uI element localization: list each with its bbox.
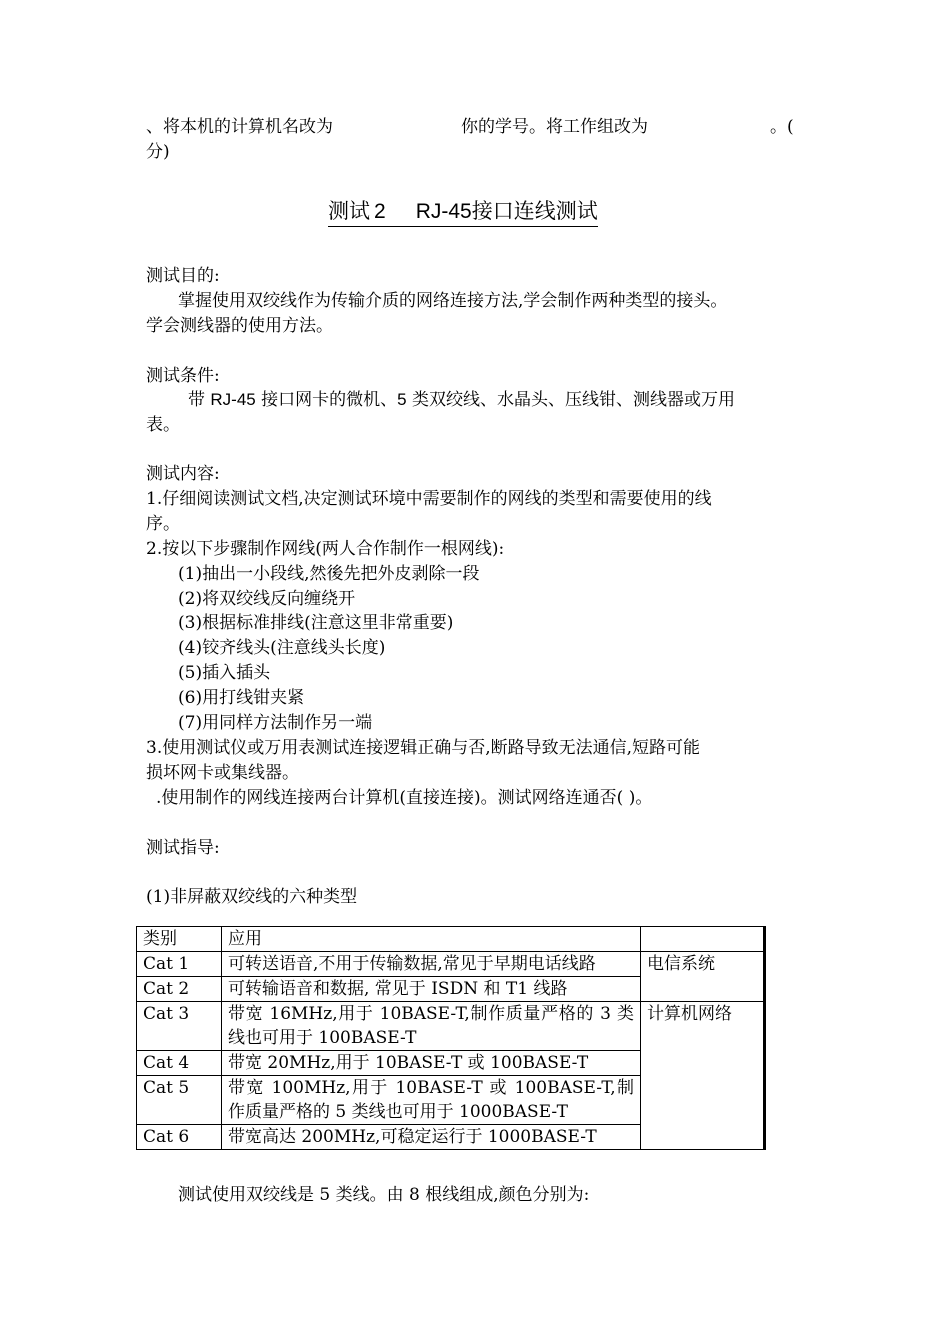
purpose-line-2: 学会测线器的使用方法。	[146, 316, 333, 336]
table-cell-application: 带宽 100MHz,用于 10BASE-T 或 100BASE-T,制作质量严格的 5 类线也可用于 1000BASE-T	[222, 1076, 641, 1125]
table-cell-category: Cat 5	[137, 1076, 222, 1125]
top-line-part1: 、将本机的计算机名改为	[146, 117, 333, 137]
table-cell-category: Cat 3	[137, 1002, 222, 1051]
table-header-row	[137, 927, 765, 952]
content-item3-line2: 损坏网卡或集线器。	[146, 763, 299, 783]
table-header-cell: 类别	[137, 927, 222, 952]
conditions-text-c: 接口网卡的微机、	[261, 390, 398, 410]
top-line-2: 分)	[146, 142, 170, 162]
content-item1-line1: 1.仔细阅读测试文档,决定测试环境中需要制作的网线的类型和需要使用的线	[146, 489, 712, 509]
table-cell-application: 可转送语音,不用于传输数据,常见于早期电话线路	[222, 952, 641, 977]
table-cell-group: 电信系统	[641, 952, 765, 1002]
section-title	[328, 197, 598, 227]
table-cell-category: Cat 4	[137, 1051, 222, 1076]
title-prefix: 测试	[328, 199, 370, 223]
table-header-cell	[641, 927, 765, 952]
content-heading: 测试内容:	[146, 464, 220, 484]
title-number: 2	[374, 200, 386, 223]
title-code: RJ-45	[415, 200, 472, 223]
conditions-text-a: 带	[188, 390, 205, 410]
table-cell-application: 带宽高达 200MHz,可稳定运行于 1000BASE-T	[222, 1125, 641, 1150]
table-row	[137, 952, 765, 977]
table-cell-application: 可转输语音和数据, 常见于 ISDN 和 T1 线路	[222, 977, 641, 1002]
step-item: (2)将双绞线反向缠绕开	[178, 589, 356, 609]
step-item: (1)抽出一小段线,然後先把外皮剥除一段	[178, 564, 480, 584]
step-item: (7)用同样方法制作另一端	[178, 713, 373, 733]
step-item: (5)插入插头	[178, 663, 271, 683]
step-item: (4)铰齐线头(注意线头长度)	[178, 638, 386, 658]
content-item2: 2.按以下步骤制作网线(两人合作制作一根网线):	[146, 539, 505, 559]
top-line-part2: 你的学号。将工作组改为	[461, 117, 648, 137]
cable-category-table	[136, 926, 766, 1150]
purpose-heading: 测试目的:	[146, 266, 220, 286]
step-item: (6)用打线钳夹紧	[178, 688, 305, 708]
table-row	[137, 1002, 765, 1051]
table-cell-category: Cat 1	[137, 952, 222, 977]
table-cell-category: Cat 2	[137, 977, 222, 1002]
conditions-heading: 测试条件:	[146, 366, 220, 386]
table-header-cell: 应用	[222, 927, 641, 952]
table-cell-group: 计算机网络	[641, 1002, 765, 1150]
conditions-text-d: 5	[397, 390, 407, 409]
content-item1-line2: 序。	[146, 514, 180, 534]
conditions-text-e: 类双绞线、水晶头、压线钳、测线器或万用	[412, 390, 736, 410]
table-cell-application: 带宽 16MHz,用于 10BASE-T,制作质量严格的 3 类线也可用于 100BASE-T	[222, 1002, 641, 1051]
conditions-line-1	[188, 389, 735, 411]
guide-heading: 测试指导:	[146, 838, 220, 858]
conditions-line-2: 表。	[146, 415, 180, 435]
table-cell-category: Cat 6	[137, 1125, 222, 1150]
content-item4: .使用制作的网线连接两台计算机(直接连接)。测试网络连通否( )。	[156, 788, 653, 808]
title-name: 接口连线测试	[471, 199, 598, 223]
step-item: (3)根据标准排线(注意这里非常重要)	[178, 613, 454, 633]
top-line-part3: 。(	[770, 117, 794, 137]
table-cell-application: 带宽 20MHz,用于 10BASE-T 或 100BASE-T	[222, 1051, 641, 1076]
guide-subheading: (1)非屏蔽双绞线的六种类型	[146, 887, 358, 907]
purpose-line-1: 掌握使用双绞线作为传输介质的网络连接方法,学会制作两种类型的接头。	[178, 291, 728, 311]
closing-line: 测试使用双绞线是 5 类线。由 8 根线组成,颜色分别为:	[178, 1185, 590, 1205]
content-item3-line1: 3.使用测试仪或万用表测试连接逻辑正确与否,断路导致无法通信,短路可能	[146, 738, 701, 758]
conditions-text-b: RJ-45	[210, 390, 256, 409]
